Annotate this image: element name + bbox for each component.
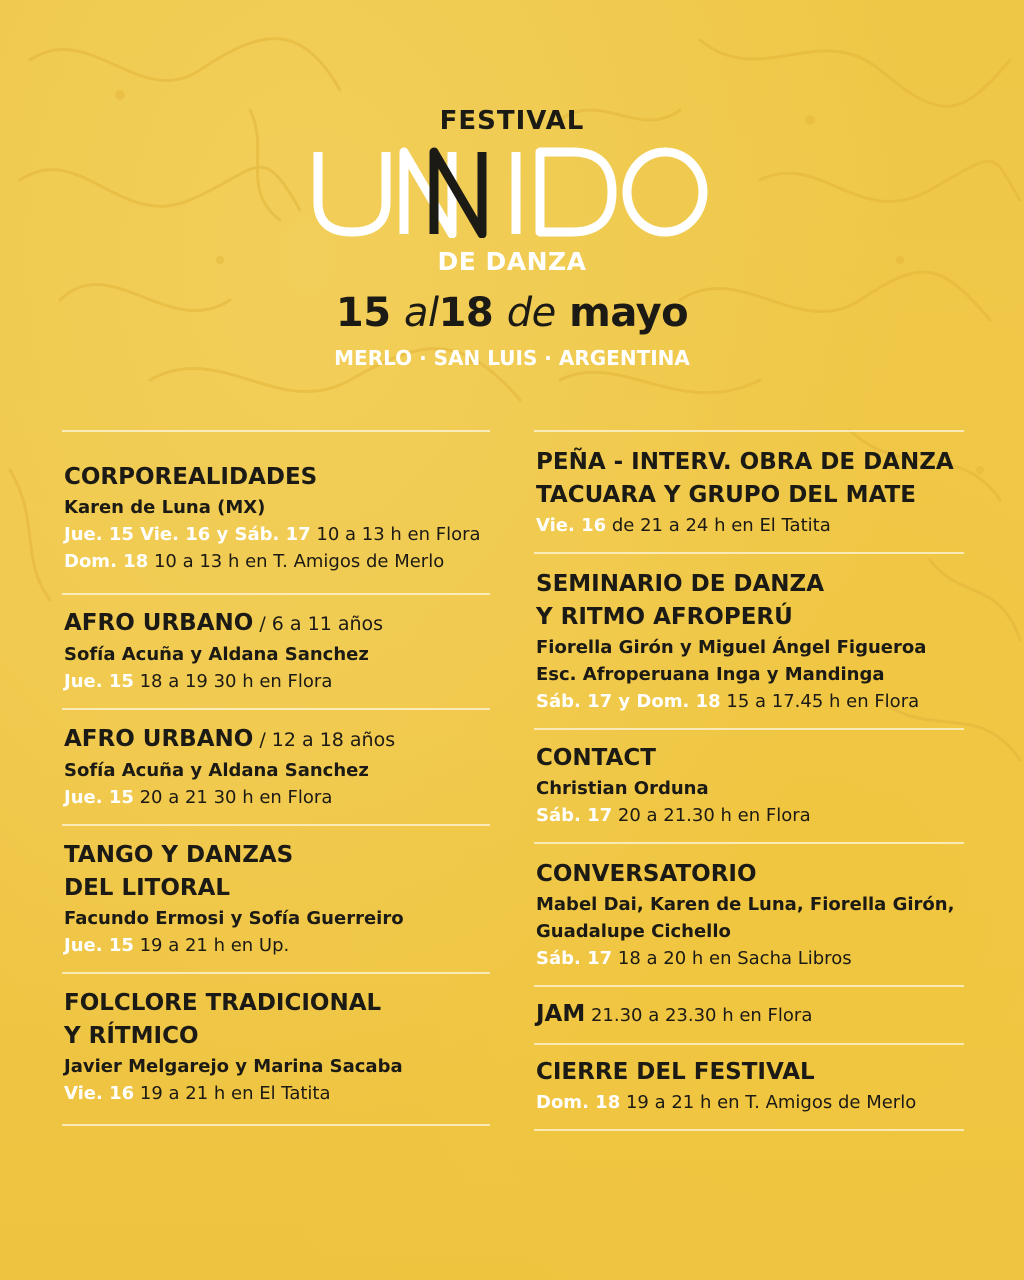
event-schedule <box>64 548 490 575</box>
event-title-text: AFRO URBANO <box>64 610 254 636</box>
event-day: Vie. 16 <box>536 515 607 536</box>
event-title: TANGO Y DANZAS <box>64 842 294 868</box>
unido-logo <box>310 146 714 238</box>
event-day: Dom. 18 <box>536 1092 621 1113</box>
event-age-range: / 12 a 18 años <box>253 729 396 751</box>
divider <box>534 430 964 432</box>
event-item <box>534 432 964 552</box>
event-instructors: Facundo Ermosi y Sofía Guerreiro <box>64 908 404 929</box>
divider <box>62 824 490 826</box>
event-day: Jue. 15 Vie. 16 y Sáb. 17 <box>64 524 311 545</box>
event-title: Y RÍTMICO <box>64 1023 199 1049</box>
event-title-text: CONTACT <box>536 745 656 771</box>
event-title <box>64 461 490 494</box>
event-day: Jue. 15 <box>64 671 134 692</box>
event-item <box>534 730 964 842</box>
event-schedule <box>64 784 490 811</box>
program-column-left <box>62 430 490 1126</box>
divider <box>62 972 490 974</box>
event-item <box>62 974 490 1124</box>
divider <box>62 708 490 710</box>
event-day: Dom. 18 <box>64 551 149 572</box>
divider <box>534 1043 964 1045</box>
event-item <box>534 554 964 728</box>
program-column-right <box>534 430 964 1131</box>
event-time-place: 19 a 21 h en Up. <box>133 935 290 956</box>
event-day: Jue. 15 <box>64 787 134 808</box>
event-instructors: Christian Orduna <box>536 778 709 799</box>
event-schedule <box>536 945 964 972</box>
event-item <box>534 844 964 985</box>
event-title: FOLCLORE TRADICIONAL <box>64 990 382 1016</box>
event-item <box>62 432 490 593</box>
event-time-place: 19 a 21 h en El Tatita <box>134 1083 331 1104</box>
divider <box>534 728 964 730</box>
event-instructors: Sofía Acuña y Aldana Sanchez <box>64 644 369 665</box>
event-schedule <box>536 1089 964 1116</box>
event-time-place: 18 a 19 30 h en Flora <box>133 671 333 692</box>
event-instructors: Esc. Afroperuana Inga y Mandinga <box>536 664 885 685</box>
event-day: Sáb. 17 y Dom. 18 <box>536 691 721 712</box>
festival-label: FESTIVAL <box>439 106 585 136</box>
event-schedule <box>64 668 490 695</box>
event-item <box>62 826 490 972</box>
event-title <box>536 1056 964 1089</box>
divider <box>534 985 964 987</box>
event-time-place: 18 a 20 h en Sacha Libros <box>612 948 852 969</box>
event-instructors: Mabel Dai, Karen de Luna, Fiorella Girón, <box>536 894 955 915</box>
event-instructors: Guadalupe Cichello <box>536 921 731 942</box>
divider <box>534 552 964 554</box>
event-title <box>536 858 964 891</box>
event-time-place: 20 a 21.30 h en Flora <box>612 805 811 826</box>
event-inline <box>536 998 964 1032</box>
event-schedule <box>536 802 964 829</box>
event-schedule <box>64 521 490 548</box>
event-item <box>62 595 490 708</box>
event-schedule <box>536 512 964 539</box>
divider <box>534 842 964 844</box>
event-title: SEMINARIO DE DANZA <box>536 571 825 597</box>
event-title-text: CONVERSATORIO <box>536 861 757 887</box>
event-item <box>534 987 964 1043</box>
event-time: 21.30 a 23.30 h en Flora <box>585 1005 813 1026</box>
event-instructors: Fiorella Girón y Miguel Ángel Figueroa <box>536 637 927 658</box>
event-title: JAM <box>536 1001 586 1027</box>
festival-location: MERLO · SAN LUIS · ARGENTINA <box>334 346 690 370</box>
event-title <box>64 607 490 641</box>
event-title-text: CIERRE DEL FESTIVAL <box>536 1059 815 1085</box>
event-title <box>64 723 490 757</box>
event-day: Jue. 15 <box>64 935 134 956</box>
event-schedule <box>64 932 490 959</box>
event-schedule <box>64 1080 490 1107</box>
event-schedule <box>536 688 964 715</box>
event-title-text: CORPOREALIDADES <box>64 464 318 490</box>
event-instructors: Javier Melgarejo y Marina Sacaba <box>64 1056 403 1077</box>
event-time-place: 19 a 21 h en T. Amigos de Merlo <box>620 1092 917 1113</box>
event-title <box>536 742 964 775</box>
event-time-place: 20 a 21 30 h en Flora <box>133 787 333 808</box>
event-instructors: Sofía Acuña y Aldana Sanchez <box>64 760 369 781</box>
event-time-place: 10 a 13 h en Flora <box>310 524 481 545</box>
divider <box>62 1124 490 1126</box>
event-day: Vie. 16 <box>64 1083 135 1104</box>
festival-subtitle: DE DANZA <box>437 247 587 276</box>
event-time-place: 10 a 13 h en T. Amigos de Merlo <box>148 551 445 572</box>
event-title: PEÑA - INTERV. OBRA DE DANZA <box>536 449 954 475</box>
event-time-place: 15 a 17.45 h en Flora <box>720 691 920 712</box>
event-title: TACUARA Y GRUPO DEL MATE <box>536 482 916 508</box>
event-instructors: Karen de Luna (MX) <box>64 497 266 518</box>
festival-dates: 15 al18 de mayo <box>335 290 689 336</box>
divider <box>62 430 490 432</box>
event-item <box>62 710 490 824</box>
event-age-range: / 6 a 11 años <box>253 613 384 635</box>
event-time-place: de 21 a 24 h en El Tatita <box>606 515 831 536</box>
event-title-text: AFRO URBANO <box>64 726 254 752</box>
event-item <box>534 1045 964 1129</box>
divider <box>534 1129 964 1131</box>
event-title: Y RITMO AFROPERÚ <box>536 604 793 630</box>
header <box>0 0 1024 420</box>
event-title: DEL LITORAL <box>64 875 231 901</box>
event-day: Sáb. 17 <box>536 805 613 826</box>
event-day: Sáb. 17 <box>536 948 613 969</box>
divider <box>62 593 490 595</box>
